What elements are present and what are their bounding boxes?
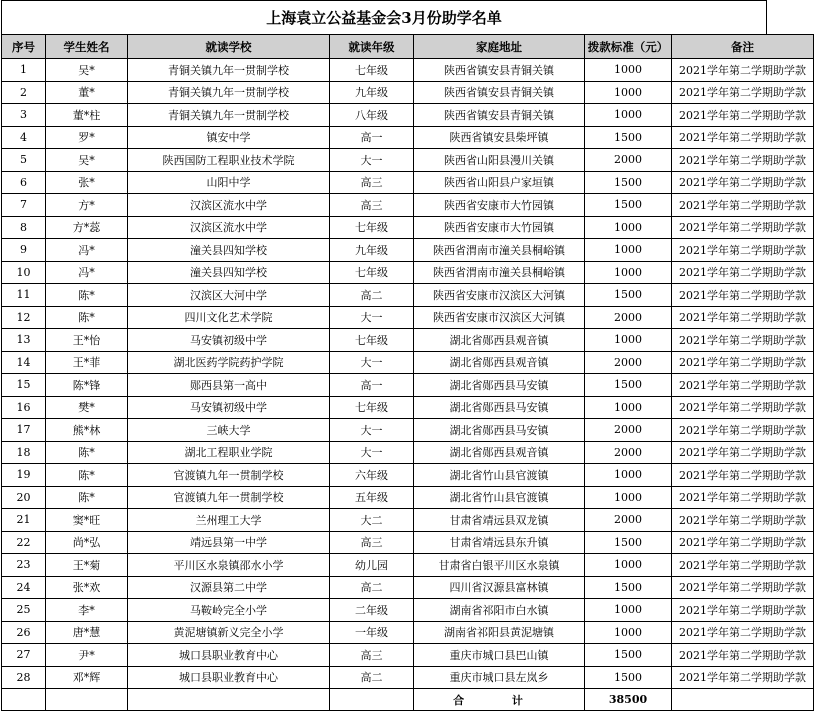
cell-note: 2021学年第二学期助学款 — [672, 464, 814, 487]
total-empty-cell — [2, 689, 46, 711]
header-no: 序号 — [2, 35, 46, 59]
cell-name: 王*菊 — [46, 554, 128, 577]
cell-no: 9 — [2, 239, 46, 262]
cell-school: 汉滨区大河中学 — [128, 284, 330, 307]
document-title: 上海袁立公益基金会3月份助学名单 — [1, 0, 767, 34]
cell-amount: 1500 — [585, 576, 672, 599]
cell-note: 2021学年第二学期助学款 — [672, 396, 814, 419]
cell-school: 青铜关镇九年一贯制学校 — [128, 104, 330, 127]
cell-amount: 1000 — [585, 599, 672, 622]
cell-note: 2021学年第二学期助学款 — [672, 171, 814, 194]
cell-school: 郧西县第一高中 — [128, 374, 330, 397]
cell-grade: 大一 — [330, 351, 414, 374]
cell-no: 6 — [2, 171, 46, 194]
cell-school: 马鞍岭完全小学 — [128, 599, 330, 622]
cell-school: 官渡镇九年一贯制学校 — [128, 464, 330, 487]
cell-name: 陈* — [46, 464, 128, 487]
total-empty-cell — [46, 689, 128, 711]
cell-no: 3 — [2, 104, 46, 127]
table-row — [2, 329, 814, 352]
cell-amount: 2000 — [585, 351, 672, 374]
cell-no: 23 — [2, 554, 46, 577]
scholarship-table — [1, 34, 814, 711]
cell-name: 吴* — [46, 59, 128, 82]
cell-no: 13 — [2, 329, 46, 352]
cell-name: 张* — [46, 171, 128, 194]
cell-grade: 高三 — [330, 194, 414, 217]
cell-school: 镇安中学 — [128, 126, 330, 149]
cell-grade: 七年级 — [330, 396, 414, 419]
cell-grade: 大二 — [330, 509, 414, 532]
cell-name: 陈* — [46, 284, 128, 307]
cell-address: 湖北省竹山县官渡镇 — [414, 486, 585, 509]
cell-note: 2021学年第二学期助学款 — [672, 261, 814, 284]
cell-grade: 高三 — [330, 644, 414, 667]
total-label: 合 计 — [414, 689, 585, 711]
cell-note: 2021学年第二学期助学款 — [672, 531, 814, 554]
cell-no: 18 — [2, 441, 46, 464]
cell-amount: 1000 — [585, 464, 672, 487]
cell-amount: 1500 — [585, 126, 672, 149]
cell-amount: 1000 — [585, 59, 672, 82]
cell-note: 2021学年第二学期助学款 — [672, 554, 814, 577]
cell-name: 董*柱 — [46, 104, 128, 127]
table-row — [2, 486, 814, 509]
cell-amount: 2000 — [585, 419, 672, 442]
cell-name: 窦*旺 — [46, 509, 128, 532]
cell-note: 2021学年第二学期助学款 — [672, 329, 814, 352]
cell-grade: 七年级 — [330, 329, 414, 352]
cell-amount: 2000 — [585, 149, 672, 172]
cell-note: 2021学年第二学期助学款 — [672, 149, 814, 172]
cell-grade: 九年级 — [330, 239, 414, 262]
cell-grade: 五年级 — [330, 486, 414, 509]
cell-no: 7 — [2, 194, 46, 217]
cell-grade: 大一 — [330, 441, 414, 464]
cell-school: 湖北工程职业学院 — [128, 441, 330, 464]
cell-amount: 1500 — [585, 666, 672, 689]
cell-note: 2021学年第二学期助学款 — [672, 126, 814, 149]
table-row — [2, 441, 814, 464]
header-name: 学生姓名 — [46, 35, 128, 59]
cell-name: 张*欢 — [46, 576, 128, 599]
cell-school: 陕西国防工程职业技术学院 — [128, 149, 330, 172]
cell-school: 汉源县第二中学 — [128, 576, 330, 599]
cell-address: 陕西省渭南市潼关县桐峪镇 — [414, 239, 585, 262]
cell-amount: 1500 — [585, 194, 672, 217]
cell-school: 湖北医药学院药护学院 — [128, 351, 330, 374]
cell-note: 2021学年第二学期助学款 — [672, 59, 814, 82]
cell-school: 平川区水泉镇邵水小学 — [128, 554, 330, 577]
cell-amount: 1000 — [585, 216, 672, 239]
cell-name: 罗* — [46, 126, 128, 149]
cell-no: 28 — [2, 666, 46, 689]
cell-name: 董* — [46, 81, 128, 104]
cell-name: 方* — [46, 194, 128, 217]
cell-name: 王*菲 — [46, 351, 128, 374]
cell-grade: 高三 — [330, 531, 414, 554]
cell-grade: 高二 — [330, 666, 414, 689]
cell-school: 城口县职业教育中心 — [128, 666, 330, 689]
cell-grade: 二年级 — [330, 599, 414, 622]
cell-school: 四川文化艺术学院 — [128, 306, 330, 329]
total-empty-cell — [128, 689, 330, 711]
table-row — [2, 554, 814, 577]
cell-amount: 1000 — [585, 239, 672, 262]
cell-note: 2021学年第二学期助学款 — [672, 306, 814, 329]
cell-grade: 七年级 — [330, 216, 414, 239]
cell-address: 陕西省山阳县户家垣镇 — [414, 171, 585, 194]
cell-note: 2021学年第二学期助学款 — [672, 509, 814, 532]
cell-school: 靖远县第一中学 — [128, 531, 330, 554]
cell-name: 王*怡 — [46, 329, 128, 352]
cell-address: 重庆市城口县巴山镇 — [414, 644, 585, 667]
cell-note: 2021学年第二学期助学款 — [672, 419, 814, 442]
cell-note: 2021学年第二学期助学款 — [672, 441, 814, 464]
cell-amount: 1500 — [585, 171, 672, 194]
table-row — [2, 374, 814, 397]
cell-school: 黄泥塘镇新义完全小学 — [128, 621, 330, 644]
cell-address: 陕西省安康市大竹园镇 — [414, 194, 585, 217]
cell-note: 2021学年第二学期助学款 — [672, 81, 814, 104]
table-row — [2, 464, 814, 487]
table-row — [2, 576, 814, 599]
cell-no: 8 — [2, 216, 46, 239]
header-grade: 就读年级 — [330, 35, 414, 59]
cell-no: 16 — [2, 396, 46, 419]
cell-note: 2021学年第二学期助学款 — [672, 576, 814, 599]
cell-note: 2021学年第二学期助学款 — [672, 216, 814, 239]
cell-grade: 高一 — [330, 126, 414, 149]
cell-grade: 高一 — [330, 374, 414, 397]
table-row — [2, 171, 814, 194]
cell-name: 方*蕊 — [46, 216, 128, 239]
cell-note: 2021学年第二学期助学款 — [672, 644, 814, 667]
cell-address: 湖北省竹山县官渡镇 — [414, 464, 585, 487]
cell-school: 兰州理工大学 — [128, 509, 330, 532]
cell-no: 10 — [2, 261, 46, 284]
header-school: 就读学校 — [128, 35, 330, 59]
cell-amount: 1000 — [585, 81, 672, 104]
cell-no: 21 — [2, 509, 46, 532]
cell-address: 陕西省安康市汉滨区大河镇 — [414, 306, 585, 329]
table-row — [2, 59, 814, 82]
cell-address: 湖北省郧西县观音镇 — [414, 351, 585, 374]
cell-school: 马安镇初级中学 — [128, 396, 330, 419]
cell-address: 陕西省山阳县漫川关镇 — [414, 149, 585, 172]
cell-grade: 七年级 — [330, 261, 414, 284]
cell-name: 冯* — [46, 239, 128, 262]
cell-amount: 1000 — [585, 554, 672, 577]
cell-name: 邓*辉 — [46, 666, 128, 689]
cell-address: 陕西省安康市大竹园镇 — [414, 216, 585, 239]
cell-no: 5 — [2, 149, 46, 172]
table-row — [2, 149, 814, 172]
header-note: 备注 — [672, 35, 814, 59]
cell-amount: 1000 — [585, 621, 672, 644]
cell-address: 陕西省镇安县青铜关镇 — [414, 59, 585, 82]
cell-school: 城口县职业教育中心 — [128, 644, 330, 667]
total-row — [2, 689, 814, 711]
cell-amount: 1000 — [585, 329, 672, 352]
cell-school: 三峡大学 — [128, 419, 330, 442]
cell-name: 尹* — [46, 644, 128, 667]
cell-name: 唐*慧 — [46, 621, 128, 644]
table-row — [2, 306, 814, 329]
cell-note: 2021学年第二学期助学款 — [672, 284, 814, 307]
cell-note: 2021学年第二学期助学款 — [672, 486, 814, 509]
cell-note: 2021学年第二学期助学款 — [672, 104, 814, 127]
cell-no: 2 — [2, 81, 46, 104]
cell-name: 陈* — [46, 486, 128, 509]
cell-address: 陕西省镇安县青铜关镇 — [414, 81, 585, 104]
cell-address: 四川省汉源县富林镇 — [414, 576, 585, 599]
total-empty-cell — [672, 689, 814, 711]
cell-note: 2021学年第二学期助学款 — [672, 599, 814, 622]
cell-address: 陕西省渭南市潼关县桐峪镇 — [414, 261, 585, 284]
cell-no: 17 — [2, 419, 46, 442]
cell-school: 官渡镇九年一贯制学校 — [128, 486, 330, 509]
table-row — [2, 351, 814, 374]
cell-note: 2021学年第二学期助学款 — [672, 194, 814, 217]
cell-no: 19 — [2, 464, 46, 487]
cell-school: 马安镇初级中学 — [128, 329, 330, 352]
cell-grade: 幼儿园 — [330, 554, 414, 577]
cell-address: 陕西省镇安县青铜关镇 — [414, 104, 585, 127]
cell-address: 湖南省祁阳市白水镇 — [414, 599, 585, 622]
cell-address: 陕西省镇安县柴坪镇 — [414, 126, 585, 149]
cell-no: 24 — [2, 576, 46, 599]
cell-amount: 2000 — [585, 306, 672, 329]
cell-grade: 八年级 — [330, 104, 414, 127]
cell-address: 湖北省郧西县马安镇 — [414, 396, 585, 419]
cell-school: 青铜关镇九年一贯制学校 — [128, 81, 330, 104]
table-row — [2, 621, 814, 644]
cell-amount: 1500 — [585, 531, 672, 554]
table-row — [2, 261, 814, 284]
cell-address: 甘肃省靖远县双龙镇 — [414, 509, 585, 532]
cell-name: 尚*弘 — [46, 531, 128, 554]
cell-address: 甘肃省白银平川区水泉镇 — [414, 554, 585, 577]
cell-name: 樊* — [46, 396, 128, 419]
cell-address: 湖南省祁阳县黄泥塘镇 — [414, 621, 585, 644]
table-row — [2, 531, 814, 554]
cell-no: 25 — [2, 599, 46, 622]
cell-address: 陕西省安康市汉滨区大河镇 — [414, 284, 585, 307]
cell-address: 湖北省郧西县观音镇 — [414, 441, 585, 464]
cell-grade: 高二 — [330, 284, 414, 307]
table-row — [2, 126, 814, 149]
table-body — [2, 59, 814, 689]
table-row — [2, 194, 814, 217]
table-row — [2, 666, 814, 689]
table-row — [2, 599, 814, 622]
cell-school: 汉滨区流水中学 — [128, 194, 330, 217]
cell-address: 湖北省郧西县马安镇 — [414, 374, 585, 397]
cell-no: 11 — [2, 284, 46, 307]
cell-note: 2021学年第二学期助学款 — [672, 351, 814, 374]
cell-grade: 七年级 — [330, 59, 414, 82]
table-row — [2, 81, 814, 104]
header-amount: 拨款标准（元） — [585, 35, 672, 59]
cell-amount: 1000 — [585, 486, 672, 509]
cell-grade: 大一 — [330, 306, 414, 329]
cell-grade: 大一 — [330, 419, 414, 442]
cell-address: 湖北省郧西县观音镇 — [414, 329, 585, 352]
cell-school: 潼关县四知学校 — [128, 261, 330, 284]
cell-amount: 2000 — [585, 441, 672, 464]
cell-no: 26 — [2, 621, 46, 644]
cell-grade: 九年级 — [330, 81, 414, 104]
table-row — [2, 284, 814, 307]
cell-name: 陈*锋 — [46, 374, 128, 397]
cell-grade: 一年级 — [330, 621, 414, 644]
cell-name: 李* — [46, 599, 128, 622]
cell-amount: 1000 — [585, 396, 672, 419]
cell-no: 20 — [2, 486, 46, 509]
cell-amount: 2000 — [585, 509, 672, 532]
cell-grade: 大一 — [330, 149, 414, 172]
cell-note: 2021学年第二学期助学款 — [672, 666, 814, 689]
cell-name: 陈* — [46, 306, 128, 329]
total-amount: 38500 — [585, 689, 672, 711]
cell-no: 27 — [2, 644, 46, 667]
cell-address: 重庆市城口县左岚乡 — [414, 666, 585, 689]
cell-grade: 高三 — [330, 171, 414, 194]
cell-note: 2021学年第二学期助学款 — [672, 621, 814, 644]
table-row — [2, 419, 814, 442]
cell-amount: 1000 — [585, 104, 672, 127]
cell-no: 22 — [2, 531, 46, 554]
cell-no: 1 — [2, 59, 46, 82]
cell-name: 陈* — [46, 441, 128, 464]
cell-note: 2021学年第二学期助学款 — [672, 239, 814, 262]
cell-amount: 1500 — [585, 284, 672, 307]
cell-name: 冯* — [46, 261, 128, 284]
cell-grade: 六年级 — [330, 464, 414, 487]
cell-school: 汉滨区流水中学 — [128, 216, 330, 239]
table-row — [2, 644, 814, 667]
table-row — [2, 509, 814, 532]
cell-no: 14 — [2, 351, 46, 374]
cell-name: 熊*林 — [46, 419, 128, 442]
header-row — [2, 35, 814, 59]
header-address: 家庭地址 — [414, 35, 585, 59]
cell-amount: 1500 — [585, 374, 672, 397]
cell-school: 山阳中学 — [128, 171, 330, 194]
cell-school: 青铜关镇九年一贯制学校 — [128, 59, 330, 82]
cell-note: 2021学年第二学期助学款 — [672, 374, 814, 397]
table-row — [2, 104, 814, 127]
table-row — [2, 239, 814, 262]
cell-address: 湖北省郧西县马安镇 — [414, 419, 585, 442]
cell-grade: 高二 — [330, 576, 414, 599]
cell-no: 4 — [2, 126, 46, 149]
cell-amount: 1000 — [585, 261, 672, 284]
cell-amount: 1500 — [585, 644, 672, 667]
cell-school: 潼关县四知学校 — [128, 239, 330, 262]
cell-no: 12 — [2, 306, 46, 329]
total-empty-cell — [330, 689, 414, 711]
table-row — [2, 216, 814, 239]
table-row — [2, 396, 814, 419]
cell-name: 吴* — [46, 149, 128, 172]
cell-address: 甘肃省靖远县东升镇 — [414, 531, 585, 554]
cell-no: 15 — [2, 374, 46, 397]
